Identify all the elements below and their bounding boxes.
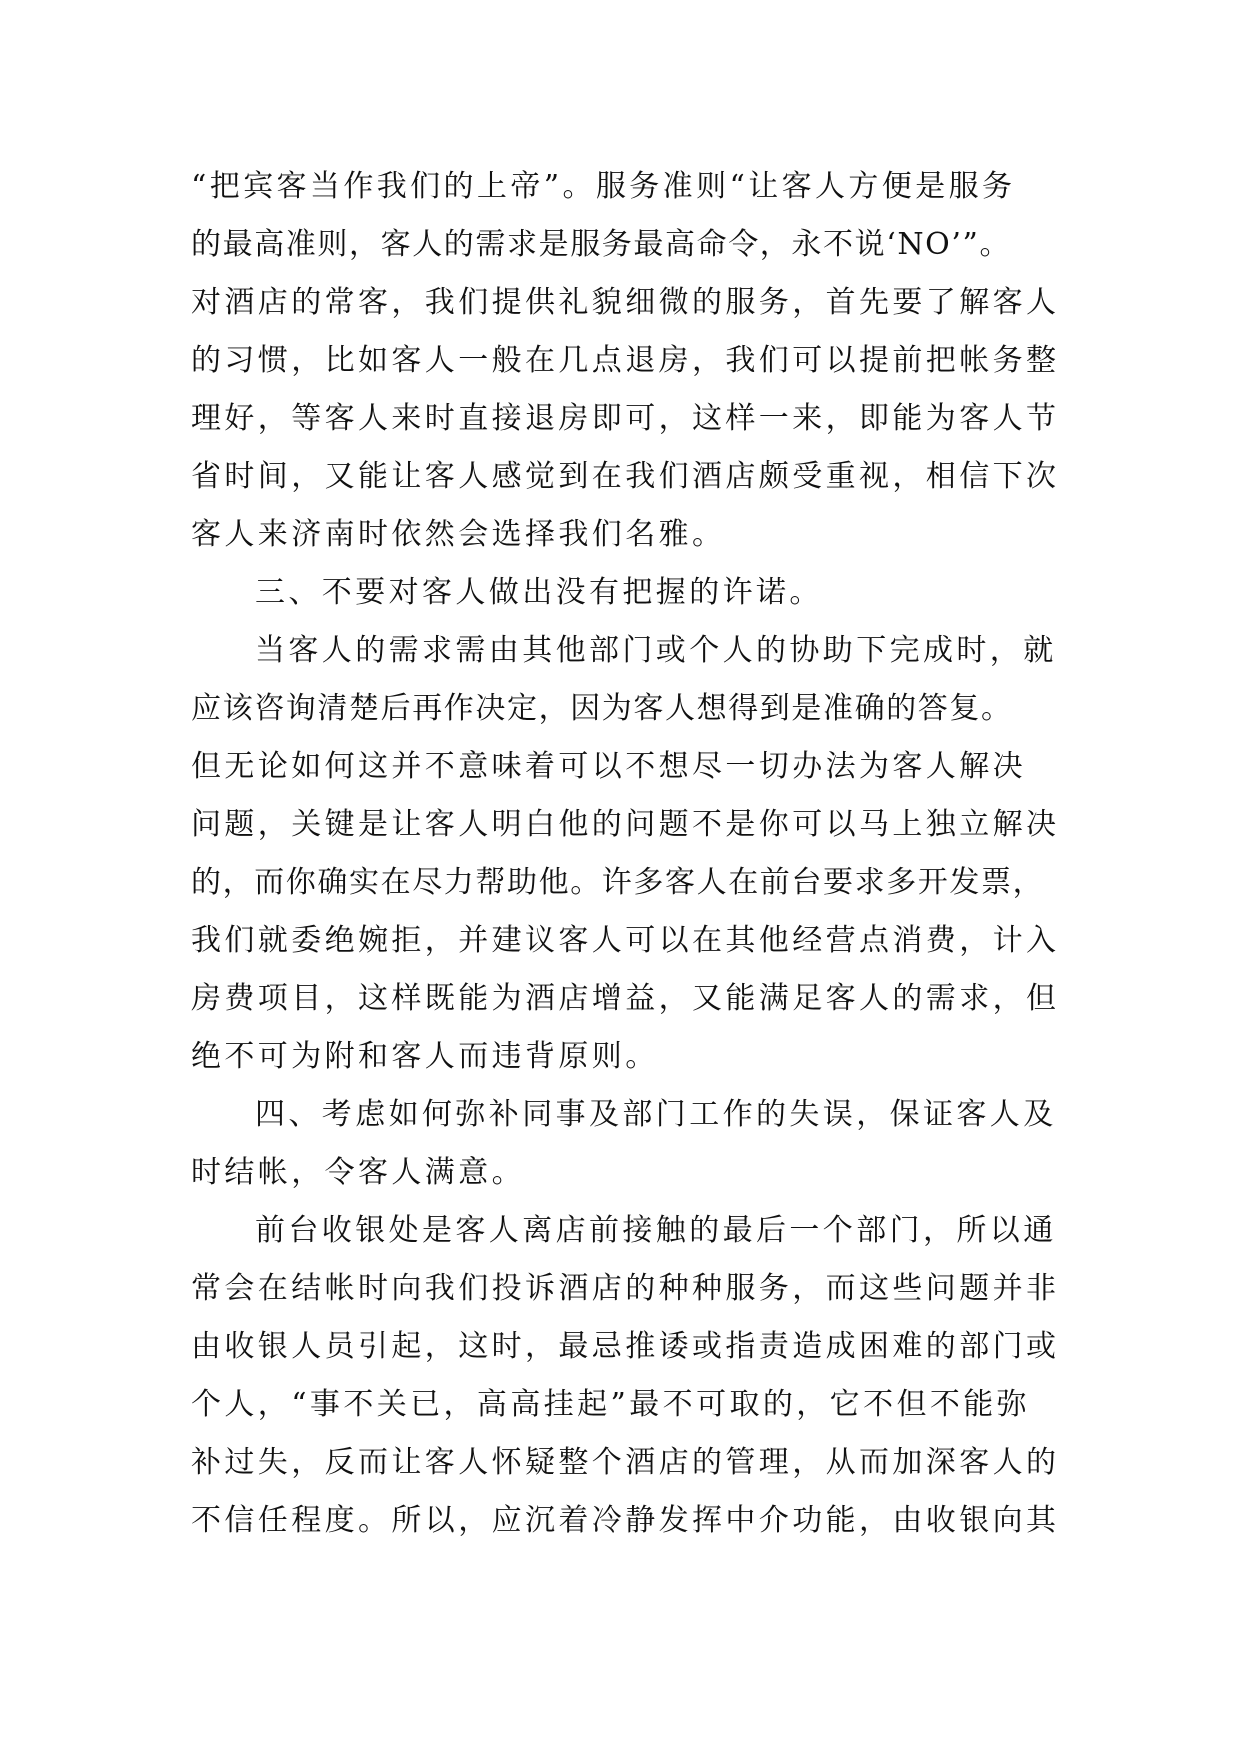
text-line: “把宾客当作我们的上帝”。服务准则“让客人方便是服务	[191, 169, 1016, 204]
text-line: 的最高准则，客人的需求是服务最高命令，永不说‘NO’”。	[191, 227, 1012, 262]
text-line: 的习惯，比如客人一般在几点退房，我们可以提前把帐务整	[191, 343, 1060, 378]
text-line: 前台收银处是客人离店前接触的最后一个部门，所以通	[255, 1213, 1057, 1248]
text-line: 绝不可为附和客人而违背原则。	[191, 1039, 659, 1074]
text-line: 问题，关键是让客人明白他的问题不是你可以马上独立解决	[191, 807, 1060, 842]
text-line: 客人来济南时依然会选择我们名雅。	[191, 517, 726, 552]
text-line: 但无论如何这并不意味着可以不想尽一切办法为客人解决	[191, 749, 1026, 784]
text-line: 对酒店的常客，我们提供礼貌细微的服务，首先要了解客人	[191, 285, 1060, 320]
text-line: 当客人的需求需由其他部门或个人的协助下完成时，就	[255, 633, 1057, 668]
text-line: 补过失，反而让客人怀疑整个酒店的管理，从而加深客人的	[191, 1445, 1060, 1480]
text-line: 房费项目，这样既能为酒店增益，又能满足客人的需求，但	[191, 981, 1060, 1016]
body-text	[191, 158, 1071, 1550]
text-line: 个人，“事不关已，高高挂起”最不可取的，它不但不能弥	[191, 1387, 1031, 1422]
text-line: 时结帐，令客人满意。	[191, 1155, 525, 1190]
text-line: 三、不要对客人做出没有把握的许诺。	[255, 575, 823, 610]
text-line: 常会在结帐时向我们投诉酒店的种种服务，而这些问题并非	[191, 1271, 1060, 1306]
text-line: 应该咨询清楚后再作决定，因为客人想得到是准确的答复。	[191, 691, 1013, 726]
text-line: 我们就委绝婉拒，并建议客人可以在其他经营点消费，计入	[191, 923, 1060, 958]
text-line: 理好，等客人来时直接退房即可，这样一来，即能为客人节	[191, 401, 1060, 436]
text-line: 不信任程度。所以，应沉着冷静发挥中介功能，由收银向其	[191, 1503, 1060, 1538]
text-line: 省时间，又能让客人感觉到在我们酒店颇受重视，相信下次	[191, 459, 1060, 494]
text-line: 由收银人员引起，这时，最忌推诿或指责造成困难的部门或	[191, 1329, 1060, 1364]
text-line: 四、考虑如何弥补同事及部门工作的失误，保证客人及	[255, 1097, 1057, 1132]
text-line: 的，而你确实在尽力帮助他。许多客人在前台要求多开发票，	[191, 865, 1045, 900]
